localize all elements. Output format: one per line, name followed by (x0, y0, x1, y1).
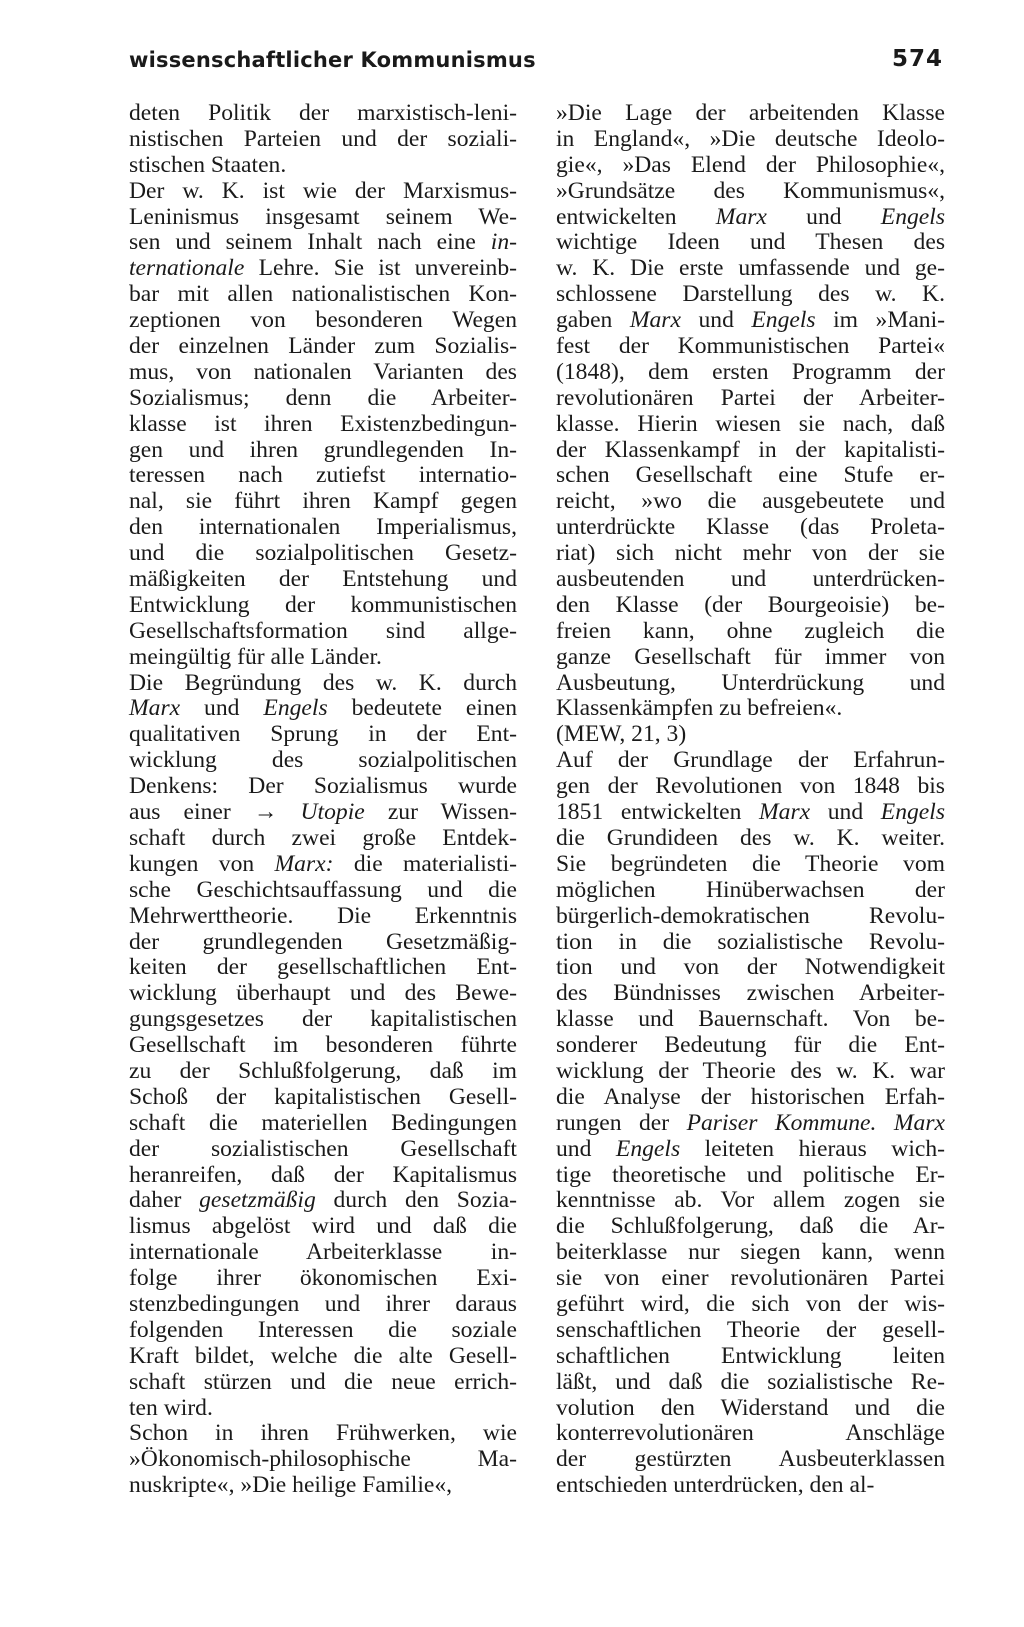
text-run: beiterklasse nur siegen kann, wenn (556, 1239, 945, 1266)
text-run: meingültig für alle Länder. (129, 643, 382, 670)
text-line (556, 593, 945, 619)
text-line (129, 645, 517, 671)
text-run: daher (129, 1187, 200, 1214)
text-line (129, 800, 517, 826)
text-run: Kraft bildet, welche die alte Gesell- (129, 1342, 517, 1369)
text-line (556, 412, 945, 438)
text-run: und (180, 695, 264, 722)
text-run: klasse ist ihren Existenzbedingun- (129, 410, 517, 437)
text-line (556, 748, 945, 774)
text-line (556, 205, 945, 231)
text-line (556, 1447, 945, 1473)
text-run: Gesellschaft im besonderen führte (129, 1032, 517, 1059)
text-run: Der w. K. ist wie der Marxismus- (129, 177, 517, 204)
text-run: keiten der gesellschaftlichen Ent- (129, 954, 517, 981)
text-run: wicklung des sozialpolitischen (129, 747, 517, 774)
text-run: 1851 entwickelten (556, 799, 759, 826)
text-line (556, 463, 945, 489)
text-line (129, 489, 517, 515)
text-line (129, 282, 517, 308)
text-run: schaft stürzen und die neue errich- (129, 1368, 517, 1395)
text-line (129, 696, 517, 722)
italic-term: Marx (629, 307, 681, 334)
text-run: gie«, »Das Elend der Philosophie«, (556, 151, 945, 178)
text-run: w. K. Die erste umfassende und ge- (556, 255, 945, 282)
text-run: »Grundsätze des Kommunismus«, (556, 177, 945, 204)
text-line (556, 930, 945, 956)
text-run: der einzelnen Länder zum Sozialis- (129, 333, 517, 360)
text-run: (1848), dem ersten Programm der (556, 358, 945, 385)
text-run: wicklung überhaupt und des Bewe- (129, 980, 517, 1007)
text-run: Schon in ihren Frühwerken, wie (129, 1420, 517, 1447)
text-run: Gesellschaftsformation sind allge- (129, 617, 517, 644)
text-line (556, 1033, 945, 1059)
text-line (129, 1007, 517, 1033)
text-line (556, 1059, 945, 1085)
italic-term: Marx: (274, 850, 334, 877)
text-run: möglichen Hinüberwachsen der (556, 876, 945, 903)
text-run: klasse. Hierin wiesen sie nach, daß (556, 410, 945, 437)
text-line (556, 774, 945, 800)
text-run: gen der Revolutionen von 1848 bis (556, 773, 945, 800)
text-line (556, 722, 945, 748)
text-run: qualitativen Sprung in der Ent- (129, 721, 517, 748)
text-line (556, 1214, 945, 1240)
text-line (129, 1214, 517, 1240)
text-run: Entwicklung der kommunistischen (129, 591, 517, 618)
text-line (129, 101, 517, 127)
text-line (129, 1240, 517, 1266)
text-line (129, 230, 517, 256)
text-run: folgenden Interessen die soziale (129, 1316, 517, 1343)
text-run: Schoß der kapitalistischen Gesell- (129, 1083, 517, 1110)
text-run: leiteten hieraus wich- (680, 1135, 945, 1162)
text-line (129, 852, 517, 878)
text-run: ganze Gesellschaft für immer von (556, 643, 945, 670)
italic-term: Engels (615, 1135, 681, 1162)
text-run: stischen Staaten. (129, 151, 287, 178)
text-line (129, 1473, 517, 1499)
text-run: tige theoretische und politische Er- (556, 1161, 945, 1188)
italic-term: ternationale (129, 255, 245, 282)
text-line (556, 878, 945, 904)
text-run: mus, von nationalen Varianten des (129, 358, 517, 385)
italic-term: Marx (715, 203, 767, 230)
text-run: tion in die sozialistische Revolu- (556, 928, 945, 955)
text-line (556, 282, 945, 308)
text-run: gen und ihren grundlegenden In- (129, 436, 517, 463)
text-run: internationale Arbeiterklasse in- (129, 1239, 517, 1266)
text-line (556, 101, 945, 127)
text-line (556, 1163, 945, 1189)
italic-term: Engels (263, 695, 328, 722)
text-run: aus einer → (129, 799, 301, 826)
text-run: den internationalen Imperialismus, (129, 514, 517, 541)
text-line (129, 1421, 517, 1447)
text-line (129, 179, 517, 205)
text-line (556, 127, 945, 153)
text-line (556, 1396, 945, 1422)
text-run: Lehre. Sie ist unvereinb- (244, 255, 517, 282)
text-run: »Die Lage der arbeitenden Klasse (556, 100, 945, 126)
text-line (556, 645, 945, 671)
text-line (129, 205, 517, 231)
text-line (556, 360, 945, 386)
page-number: 574 (891, 46, 943, 72)
text-run: zu der Schlußfolgerung, daß im (129, 1057, 517, 1084)
text-column-left (129, 101, 517, 1499)
text-run: Ausbeutung, Unterdrückung und (556, 669, 945, 696)
text-line (129, 1447, 517, 1473)
text-run: in England«, »Die deutsche Ideolo- (556, 125, 945, 152)
text-run: der gestürzten Ausbeuterklassen (556, 1446, 945, 1473)
text-run: fest der Kommunistischen Partei« (556, 333, 945, 360)
text-run: (MEW, 21, 3) (556, 721, 687, 748)
text-run: sen und seinem Inhalt nach eine (129, 229, 491, 256)
text-line (129, 1033, 517, 1059)
text-line (556, 386, 945, 412)
text-line (556, 1111, 945, 1137)
text-run: klasse und Bauernschaft. Von be- (556, 1006, 945, 1033)
text-line (129, 567, 517, 593)
text-line (556, 671, 945, 697)
text-line (556, 1473, 945, 1499)
text-run: deten Politik der marxistisch-leni- (129, 100, 517, 126)
text-line (556, 955, 945, 981)
text-line (129, 671, 517, 697)
italic-term: Marx (129, 695, 181, 722)
text-line (129, 774, 517, 800)
text-line (556, 1370, 945, 1396)
text-run: entschieden unterdrücken, den al- (556, 1472, 875, 1499)
text-run: der grundlegenden Gesetzmäßig- (129, 928, 517, 955)
text-line (129, 463, 517, 489)
text-line (556, 153, 945, 179)
text-run: Auf der Grundlage der Erfahrun- (556, 747, 945, 774)
italic-term: Marx (759, 799, 811, 826)
italic-term: gesetzmäßig (199, 1187, 316, 1214)
text-run: teressen nach zutiefst internatio- (129, 462, 517, 489)
text-line (129, 438, 517, 464)
text-line (556, 1421, 945, 1447)
text-line (129, 256, 517, 282)
text-line (556, 334, 945, 360)
text-run: bar mit allen nationalistischen Kon- (129, 281, 517, 308)
text-run: im »Mani- (815, 307, 946, 334)
text-run: nistischen Parteien und der soziali- (129, 125, 517, 152)
text-run: Leninismus insgesamt seinem We- (129, 203, 517, 230)
text-run: den Klasse (der Bourgeoisie) be- (556, 591, 945, 618)
text-line (556, 826, 945, 852)
text-line (129, 1111, 517, 1137)
text-run: die materialisti- (333, 850, 517, 877)
text-line (129, 386, 517, 412)
text-line (556, 1240, 945, 1266)
text-run: sche Geschichtsauffassung und die (129, 876, 517, 903)
text-line (129, 904, 517, 930)
text-line (129, 1059, 517, 1085)
italic-term: Engels (880, 799, 945, 826)
text-line (129, 748, 517, 774)
text-run: mäßigkeiten der Entstehung und (129, 566, 517, 593)
text-line (556, 489, 945, 515)
text-line (556, 179, 945, 205)
text-line (129, 1318, 517, 1344)
page-header (129, 44, 943, 84)
text-run: gungsgesetzes der kapitalistischen (129, 1006, 517, 1033)
text-run: kenntnisse ab. Vor allem zogen sie (556, 1187, 945, 1214)
text-line (556, 1318, 945, 1344)
italic-term: Engels (880, 203, 946, 230)
text-line (129, 1292, 517, 1318)
text-run: geführt wird, die sich von der wis- (556, 1290, 945, 1317)
text-line (129, 1396, 517, 1422)
text-run: des Bündnisses zwischen Arbeiter- (556, 980, 945, 1007)
text-line (556, 852, 945, 878)
text-run: schen Gesellschaft eine Stufe er- (556, 462, 945, 489)
text-run: unterdrückte Klasse (das Proleta- (556, 514, 945, 541)
text-run: nal, sie führt ihren Kampf gegen (129, 488, 517, 515)
text-run: zur Wissen- (364, 799, 517, 826)
text-run: und (680, 307, 752, 334)
text-line (556, 256, 945, 282)
text-line (129, 127, 517, 153)
text-run: wicklung der Theorie des w. K. war (556, 1057, 945, 1084)
text-line (129, 1163, 517, 1189)
text-run: tion und von der Notwendigkeit (556, 954, 945, 981)
text-line (129, 878, 517, 904)
text-line (129, 153, 517, 179)
text-line (129, 1188, 517, 1214)
running-head-title: wissenschaftlicher Kommunismus (129, 48, 536, 72)
text-run: gaben (556, 307, 630, 334)
text-run: nuskripte«, »Die heilige Familie«, (129, 1472, 453, 1499)
text-run: rungen der (556, 1109, 687, 1136)
text-run: und (556, 1135, 616, 1162)
text-line (129, 826, 517, 852)
text-line (129, 1137, 517, 1163)
text-run: schlossene Darstellung des w. K. (556, 281, 945, 308)
text-line (556, 1188, 945, 1214)
text-line (129, 1266, 517, 1292)
text-line (556, 1007, 945, 1033)
text-run: freien kann, ohne zugleich die (556, 617, 945, 644)
text-line (556, 1085, 945, 1111)
text-run: die Analyse der historischen Erfah- (556, 1083, 945, 1110)
text-run: stenzbedingungen und ihrer daraus (129, 1290, 517, 1317)
text-line (129, 515, 517, 541)
text-line (129, 1344, 517, 1370)
text-line (556, 1344, 945, 1370)
text-run: durch den Sozia- (315, 1187, 517, 1214)
text-line (129, 360, 517, 386)
text-run: lismus abgelöst wird und daß die (129, 1213, 517, 1240)
text-line (129, 1085, 517, 1111)
text-line (129, 308, 517, 334)
text-line (556, 1292, 945, 1318)
text-run: senschaftlichen Theorie der gesell- (556, 1316, 945, 1343)
text-run: ten wird. (129, 1394, 213, 1421)
italic-term: in- (490, 229, 517, 256)
text-run: sonderer Bedeutung für die Ent- (556, 1032, 945, 1059)
text-run: folge ihrer ökonomischen Exi- (129, 1265, 517, 1292)
text-column-right (556, 101, 945, 1499)
text-run: und (810, 799, 881, 826)
text-run: volution den Widerstand und die (556, 1394, 945, 1421)
text-line (129, 1370, 517, 1396)
italic-term: Engels (751, 307, 816, 334)
text-line (556, 904, 945, 930)
italic-term: Pariser Kommune. Marx (686, 1109, 945, 1136)
text-run: schaft durch zwei große Entdek- (129, 824, 517, 851)
text-run: Sozialismus; denn die Arbeiter- (129, 384, 517, 411)
text-line (556, 438, 945, 464)
text-line (129, 593, 517, 619)
text-line (556, 1266, 945, 1292)
text-run: Klassenkämpfen zu befreien«. (556, 695, 843, 722)
text-run: zeptionen von besonderen Wegen (129, 307, 517, 334)
text-run: der sozialistischen Gesellschaft (129, 1135, 517, 1162)
text-line (556, 1137, 945, 1163)
text-line (556, 696, 945, 722)
text-run: »Ökonomisch-philosophische Ma- (129, 1446, 517, 1473)
text-line (556, 619, 945, 645)
text-line (129, 412, 517, 438)
text-run: heranreifen, daß der Kapitalismus (129, 1161, 517, 1188)
text-run: Die Begründung des w. K. durch (129, 669, 517, 696)
text-run: schaftlichen Entwicklung leiten (556, 1342, 945, 1369)
text-line (129, 722, 517, 748)
text-line (129, 334, 517, 360)
text-run: der Klassenkampf in der kapitalisti- (556, 436, 945, 463)
text-run: bürgerlich-demokratischen Revolu- (556, 902, 945, 929)
text-run: Mehrwerttheorie. Die Erkenntnis (129, 902, 517, 929)
text-line (556, 308, 945, 334)
italic-term: Utopie (300, 799, 365, 826)
text-run: und (766, 203, 881, 230)
text-run: Denkens: Der Sozialismus wurde (129, 773, 517, 800)
text-run: die Schlußfolgerung, daß die Ar- (556, 1213, 945, 1240)
text-line (129, 930, 517, 956)
text-line (556, 541, 945, 567)
text-run: bedeutete einen (327, 695, 518, 722)
text-line (556, 567, 945, 593)
text-run: konterrevolutionären Anschläge (556, 1420, 945, 1447)
text-run: sie von einer revolutionären Partei (556, 1265, 945, 1292)
text-line (556, 515, 945, 541)
text-run: Sie begründeten die Theorie vom (556, 850, 945, 877)
text-run: läßt, und daß die sozialistische Re- (556, 1368, 945, 1395)
text-line (129, 981, 517, 1007)
text-run: die Grundideen des w. K. weiter. (556, 824, 945, 851)
text-run: riat) sich nicht mehr von der sie (556, 540, 945, 567)
text-run: ausbeutenden und unterdrücken- (556, 566, 945, 593)
text-line (556, 800, 945, 826)
text-run: wichtige Ideen und Thesen des (556, 229, 945, 256)
text-line (129, 955, 517, 981)
text-run: entwickelten (556, 203, 716, 230)
text-line (556, 230, 945, 256)
text-line (129, 541, 517, 567)
text-line (129, 619, 517, 645)
text-run: schaft die materiellen Bedingungen (129, 1109, 517, 1136)
text-run: und die sozialpolitischen Gesetz- (129, 540, 517, 567)
text-run: revolutionären Partei der Arbeiter- (556, 384, 945, 411)
text-line (556, 981, 945, 1007)
text-run: kungen von (129, 850, 275, 877)
text-run: reicht, »wo die ausgebeutete und (556, 488, 945, 515)
